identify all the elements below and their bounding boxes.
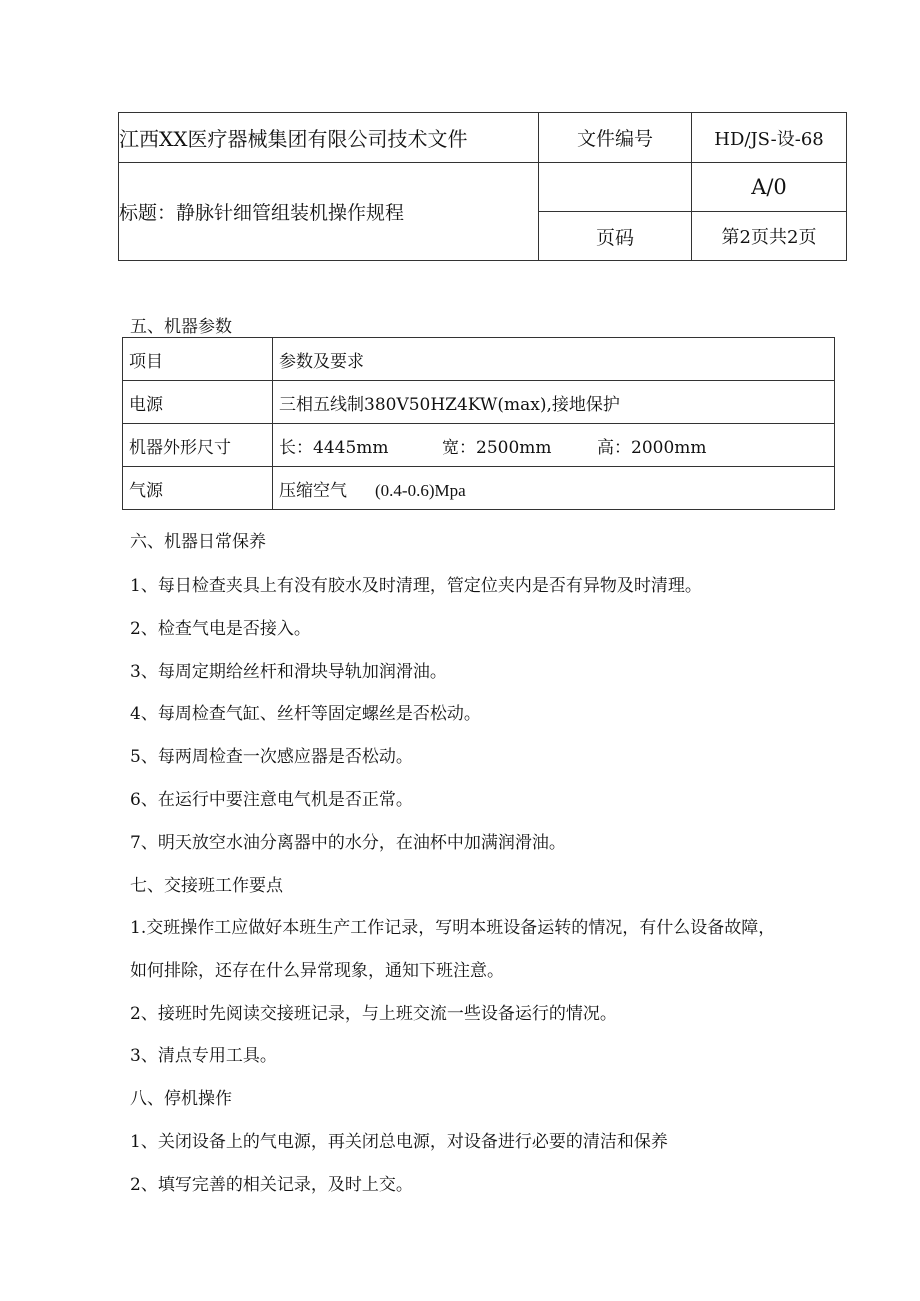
doc-number-label: 文件编号: [539, 113, 692, 163]
section8-title: 八、停机操作: [130, 1089, 232, 1109]
table-row: [123, 381, 835, 424]
params-value-air: [273, 467, 835, 510]
list-item: 5、每两周检查一次感应器是否松动。: [130, 747, 413, 767]
list-item: 1、关闭设备上的气电源，再关闭总电源，对设备进行必要的清洁和保养: [130, 1132, 668, 1152]
company-doc-title: 江西XX医疗器械集团有限公司技术文件: [119, 113, 539, 163]
params-value-size: [273, 424, 835, 467]
list-item: 3、清点专用工具。: [130, 1046, 277, 1066]
list-item: 4、每周检查气缸、丝杆等固定螺丝是否松动。: [130, 704, 481, 724]
params-value-power: 三相五线制380V50HZ4KW(max),接地保护: [273, 381, 835, 424]
params-item-air: 气源: [123, 467, 273, 510]
section6-title: 六、机器日常保养: [130, 532, 266, 552]
size-length: 长：4445mm: [279, 437, 389, 458]
page-value: 第2页共2页: [692, 212, 847, 261]
table-row: [123, 424, 835, 467]
section5-title: 五、机器参数: [130, 317, 232, 337]
list-item: 7、明天放空水油分离器中的水分，在油杯中加满润滑油。: [130, 833, 566, 853]
air-type: 压缩空气: [279, 480, 347, 501]
params-header-item: 项目: [123, 338, 273, 381]
section7-title: 七、交接班工作要点: [130, 876, 283, 896]
document-header-table: [118, 112, 847, 261]
size-height: 高：2000mm: [597, 437, 707, 458]
version-label-empty: [539, 163, 692, 212]
table-row: [123, 338, 835, 381]
list-item: 6、在运行中要注意电气机是否正常。: [130, 790, 413, 810]
doc-title: 标题：静脉针细管组装机操作规程: [119, 163, 539, 261]
version-value: A/0: [692, 163, 847, 212]
page-label: 页码: [539, 212, 692, 261]
list-item: 2、填写完善的相关记录，及时上交。: [130, 1175, 413, 1195]
list-item: 1、每日检查夹具上有没有胶水及时清理，管定位夹内是否有异物及时清理。: [130, 576, 702, 596]
params-item-size: 机器外形尺寸: [123, 424, 273, 467]
list-item: 2、检查气电是否接入。: [130, 619, 311, 639]
size-width: 宽：2500mm: [442, 437, 552, 458]
list-item: 3、每周定期给丝杆和滑块导轨加润滑油。: [130, 662, 447, 682]
list-item: 1.交班操作工应做好本班生产工作记录，写明本班设备运转的情况，有什么设备故障，: [130, 918, 776, 938]
params-item-power: 电源: [123, 381, 273, 424]
list-item-continuation: 如何排除，还存在什么异常现象，通知下班注意。: [130, 961, 504, 981]
table-row: [123, 467, 835, 510]
air-pressure: (0.4-0.6)Mpa: [375, 480, 466, 500]
doc-number-value: HD/JS-设-68: [692, 113, 847, 163]
list-item: 2、接班时先阅读交接班记录，与上班交流一些设备运行的情况。: [130, 1004, 617, 1024]
machine-params-table: [122, 337, 835, 510]
params-header-value: 参数及要求: [273, 338, 835, 381]
